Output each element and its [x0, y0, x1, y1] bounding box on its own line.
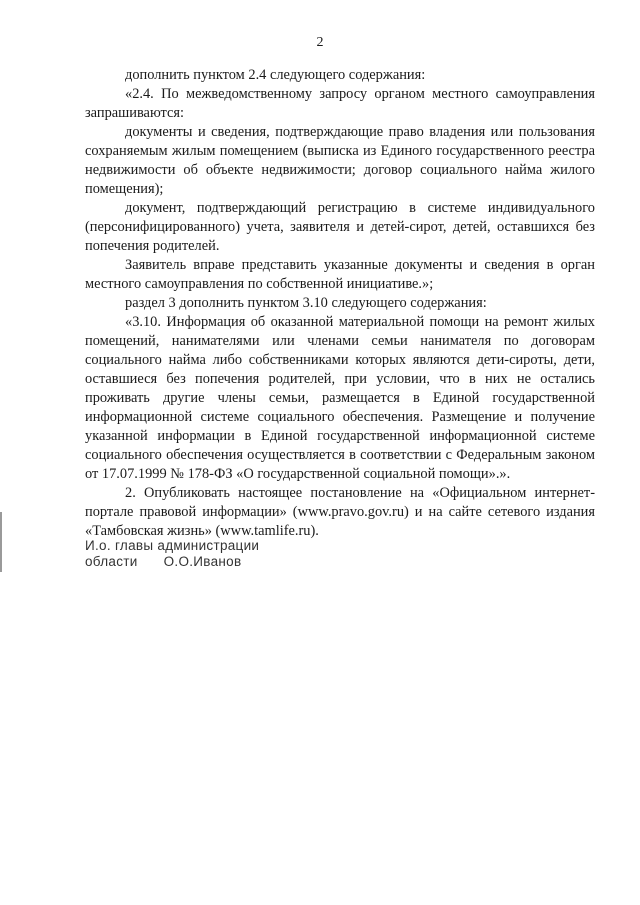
paragraph-ownership-documents: документы и сведения, подтверждающие право владения или пользования сохраняемым жилым помещением (выписка из Единого государственного реестра недвижимости об объекте недвижимости; договор социального найма жилого помещения);	[85, 124, 595, 197]
paragraph-publish: 2. Опубликовать настоящее постановление на «Официальном интернет-портале правовой информации» (www.pravo.gov.ru) и на сайте сетевого издания «Тамбовская жизнь» (www.tamlife.ru).	[85, 485, 595, 539]
scan-margin-mark	[0, 512, 2, 572]
paragraph-3-10-text: «3.10. Информация об оказанной материальной помощи на ремонт жилых помещений, нанимателями или членами семьи нанимателя по договорам социального найма либо собственниками которых являются дети-сироты, дети, оставшиеся без попечения родителей, при условии, что в них не остались проживать другие члены семьи, размещается в Единой государственной информационной системе социального обеспечения. Размещение и получение указанной информации в Единой государственной информационной системе социального обеспечения осуществляется в соответствии с Федеральным законом от 17.07.1999 № 178-ФЗ «О государственной социальной помощи».».	[85, 314, 595, 482]
paragraph-registration-document: документ, подтверждающий регистрацию в системе индивидуального (персонифицированного) учета, заявителя и детей-сирот, детей, оставшихся без попечения родителей.	[85, 200, 595, 254]
paragraph-applicant-right: Заявитель вправе представить указанные документы и сведения в орган местного самоуправления по собственной инициативе.»;	[85, 257, 595, 292]
signatory-line-2	[85, 554, 259, 570]
signature-block	[85, 538, 259, 570]
document-body	[85, 66, 595, 541]
signatory-name: О.О.Иванов	[163, 554, 242, 569]
signatory-region: области	[85, 554, 138, 569]
page-number: 2	[316, 35, 324, 50]
paragraph-2-4-intro: «2.4. По межведомственному запросу органом местного самоуправления запрашиваются:	[85, 86, 595, 121]
paragraph-amend-3-10: раздел 3 дополнить пунктом 3.10 следующего содержания:	[125, 295, 487, 311]
paragraph-amend-2-4: дополнить пунктом 2.4 следующего содержания:	[125, 67, 426, 83]
signatory-position: И.о. главы администрации	[85, 538, 260, 553]
